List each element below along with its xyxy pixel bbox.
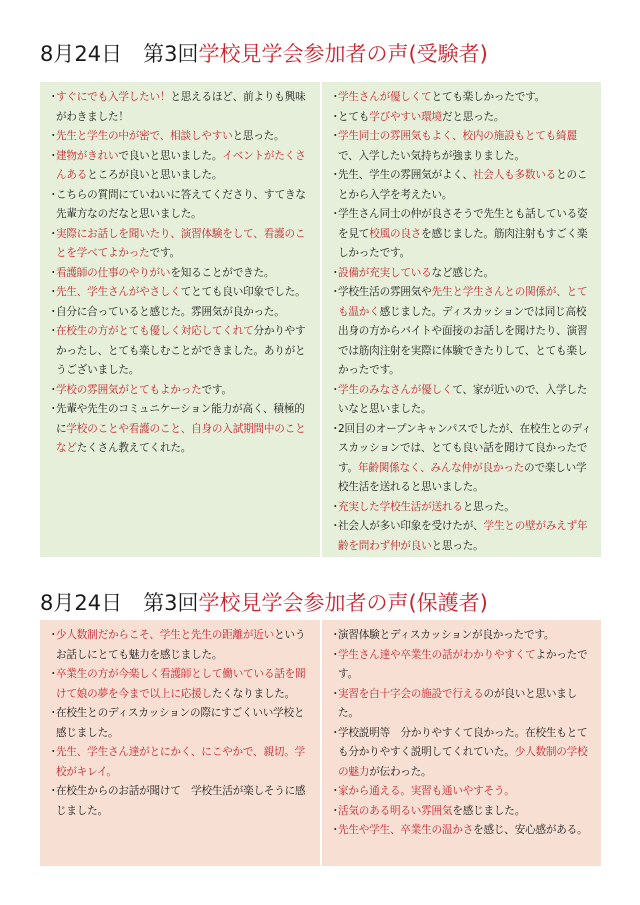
highlight-text: 活気のある明るい雰囲気 [338,804,453,817]
highlight-text: 学生のみなさんが優しく [338,383,453,396]
highlight-text: 先生と学生の中が密で、相談しやすい [56,130,233,142]
comment-item [48,400,314,459]
bullet-icon: ・ [48,91,59,103]
comment-text: とても [338,110,370,123]
highlight-text: 実習を白十字会の施設で行える [338,687,484,700]
section-title-examinees [40,38,601,68]
comment-text: で良いと思いました。 [118,149,223,162]
comment-item [330,646,595,685]
comment-item [330,420,595,498]
title-accent: 学校見学会参加者の声(保護者) [198,591,488,615]
comment-text: です。 [149,247,180,259]
comment-text: 演習体験とディスカッションが良かったです。 [338,629,555,641]
comment-text: を感じました。 [452,804,526,817]
comment-item [48,283,314,303]
bullet-icon: ・ [48,707,59,719]
comment-item [330,821,595,841]
bullet-icon: ・ [48,325,59,337]
bullet-icon: ・ [48,286,59,298]
bullet-icon: ・ [330,520,341,532]
bullet-icon: ・ [48,403,59,415]
bullet-icon: ・ [330,648,341,661]
title-date: 8月24日 第3回 [40,591,199,615]
comment-text: を感じました。筋肉注射もすごく楽しかったです。 [338,227,588,259]
comment-item [48,381,314,401]
bullet-icon: ・ [330,286,341,298]
comment-text: というお話しにとても魅力を感じました。 [56,629,306,661]
comment-text: 学校説明等 分かりやすくて良かった。在校生もとても分かりやすく説明してくれていた。 [338,726,588,758]
bullet-icon: ・ [330,629,341,641]
bullet-icon: ・ [330,422,341,435]
comment-text: こちらの質問にていねいに答えてくださり、すてきな先輩方なのだなと思いました。 [56,188,306,220]
bullet-icon: ・ [48,227,59,240]
comment-item [48,743,314,782]
bullet-icon: ・ [48,149,59,162]
section-title-guardians [40,587,601,617]
comment-item [330,88,595,108]
highlight-text: 学びやすい環境 [369,110,442,123]
bullet-icon: ・ [48,746,59,758]
comment-item [48,704,314,743]
bullet-icon: ・ [48,668,59,680]
comment-item [48,264,314,284]
highlight-text: 建物がきれい [56,149,119,162]
comment-text: 2回目のオープンキャンパスでしたが、在校生とのディスカッションでは、とても良い話を聞けて良かったです。 [338,422,592,474]
bullet-icon: ・ [330,687,341,700]
comment-text: とのことから入学を考えたい。 [338,169,588,201]
comment-item [330,108,595,128]
comment-text: 分かりやすかったし、とても楽しむことができました。ありがとうございました。 [56,325,306,376]
comment-text: て、家が近いので、入学したいなと思いました。 [338,383,588,415]
bullet-icon: ・ [330,130,341,142]
highlight-text: 学校の雰囲気がとてもよかった [56,383,202,396]
highlight-text: 実際にお話しを聞いたり、演習体験をして、看護のことを学べてよかった [56,227,306,259]
guardian-left-column [40,620,322,866]
comment-text: よかったです。 [338,648,588,680]
highlight-text: 先生や学生、卒業生の温かさ [338,824,474,836]
comment-text: 先生、学生の雰囲気がよく、 [338,169,473,181]
highlight-text: 看護師の仕事のやりがい [56,266,171,279]
comment-text: など感じた。 [431,266,494,279]
bullet-icon: ・ [330,91,341,103]
highlight-text: 家から通える。実習も通いやすそう。 [338,785,515,797]
guardian-voices-panel [40,620,601,866]
highlight-text: 学生との壁がみえず年齢を問わず仲が良い [338,520,588,552]
comment-item [330,283,595,381]
comment-text: 感じました。ディスカッションでは同じ高校出身の方からバイトや面接のお話しを聞けたり、演習では筋肉注射を実際に体験できたりして、とても楽しかったです。 [338,305,588,376]
bullet-icon: ・ [330,383,341,396]
comment-text: です。 [201,383,232,396]
bullet-icon: ・ [48,305,59,318]
comment-text: たくなりました。 [211,687,296,700]
comment-text: が伝わった。 [369,765,432,778]
highlight-text: 学校のことや看護のこと、自身の入試期間中のことなど [56,422,306,454]
comment-item [48,303,314,323]
comment-text: を知ることができた。 [170,266,275,279]
comment-item [48,782,314,821]
comment-text: で、入学したい気持ちが強まりました。 [338,149,525,162]
comment-text: 先輩や先生のコミュニケーション能力が高く、積極的に [56,403,305,435]
bullet-icon: ・ [48,188,59,201]
bullet-icon: ・ [48,130,59,142]
comment-text: 学生さん同士の仲が良さそうで先生とも話している姿を見て [338,208,588,240]
highlight-text: 学生さんが優しくて [338,91,432,103]
comment-item [330,724,595,783]
highlight-text: 卒業生の方が今楽しく看護師として働いている話を聞けて娘の夢を今まで以上に応援し [56,668,306,700]
examinee-voices-panel [40,82,601,557]
comment-item [330,626,595,646]
bullet-icon: ・ [330,726,341,739]
comment-text: とても楽しかったです。 [431,91,546,103]
highlight-text: 学生さん達や卒業生の話がわかりやすくて [338,648,536,661]
bullet-icon: ・ [330,804,341,817]
bullet-icon: ・ [330,824,341,836]
comment-item [48,665,314,704]
comment-text: たくさん教えてくれた。 [76,442,192,454]
highlight-text: イベントがたくさんある [56,149,306,181]
highlight-text: 学生同士の雰囲気もよく、校内の施設もとても綺麗 [338,130,577,142]
comment-text: ので楽しい学校生活を送れると思いました。 [338,461,587,493]
comment-item [330,264,595,284]
comment-item [330,205,595,264]
comment-item [330,802,595,822]
guardian-right-column [322,620,601,866]
highlight-text: 在校生の方がとても優しく対応してくれて [56,325,254,337]
comment-item [48,225,314,264]
bullet-icon: ・ [330,110,341,123]
comment-item [48,626,314,665]
comment-text: と思った。 [431,539,484,552]
comment-text: 学校生活の雰囲気や [338,286,432,298]
highlight-text: 少人数制だからこそ、学生と先生の距離が近い [56,629,275,641]
highlight-text: すぐにでも入学したい！ [56,91,171,103]
comment-item [330,685,595,724]
bullet-icon: ・ [48,266,59,279]
comment-item [330,517,595,556]
highlight-text: 先生、学生さんがやさしく [56,286,181,298]
highlight-text: 充実した学校生活が送れる [338,500,463,513]
comment-text: と思えるほど、前よりも興味がわきました！ [56,91,306,123]
comment-text: のが良いと思いました。 [338,687,578,719]
title-date: 8月24日 第3回 [40,42,199,66]
comment-item [330,498,595,518]
comment-text: 在校生とのディスカッションの際にすごくいい学校と感じました。 [56,707,305,739]
comment-text: と思った。 [232,130,285,142]
highlight-text: 年齢関係なく、みんな仲が良かった [357,461,525,474]
comment-text: ところが良いと思いました。 [87,169,223,181]
highlight-text: 社会人も多数いる [472,169,557,181]
comment-text: 自分に合っていると感じた。雰囲気が良かった。 [56,305,285,318]
bullet-icon: ・ [48,629,59,641]
bullet-icon: ・ [330,169,341,181]
comment-item [48,186,314,225]
comment-item [330,127,595,166]
bullet-icon: ・ [48,383,59,396]
bullet-icon: ・ [330,500,341,513]
comment-text: てとても良い印象でした。 [180,286,306,298]
examinee-left-column [40,82,322,557]
highlight-text: 先生、学生さん達がとにかく、にこやかで、親切。学校がキレイ。 [56,746,306,778]
comment-text: だと思った。 [441,110,505,123]
bullet-icon: ・ [330,785,341,797]
title-accent: 学校見学会参加者の声(受験者) [198,42,488,66]
comment-text: 社会人が多い印象を受けたが、 [338,520,484,532]
highlight-text: 先生と学生さんとの関係が、とても温かく [338,286,588,318]
highlight-text: 設備が充実している [338,266,432,279]
highlight-text: 少人数制の学校の魅力 [338,746,588,778]
comment-item [48,147,314,186]
comment-item [330,782,595,802]
comment-text: と思った。 [462,500,515,513]
comment-item [48,127,314,147]
comment-item [330,381,595,420]
examinee-right-column [322,82,601,557]
bullet-icon: ・ [330,208,341,220]
comment-item [48,88,314,127]
bullet-icon: ・ [330,266,341,279]
comment-item [48,322,314,381]
comment-text: を感じ、安心感がある。 [473,824,588,836]
comment-item [330,166,595,205]
bullet-icon: ・ [48,785,59,797]
highlight-text: 校風の良さ [369,227,422,240]
comment-text: 在校生からのお話が聞けて 学校生活が楽しそうに感じました。 [56,785,306,817]
